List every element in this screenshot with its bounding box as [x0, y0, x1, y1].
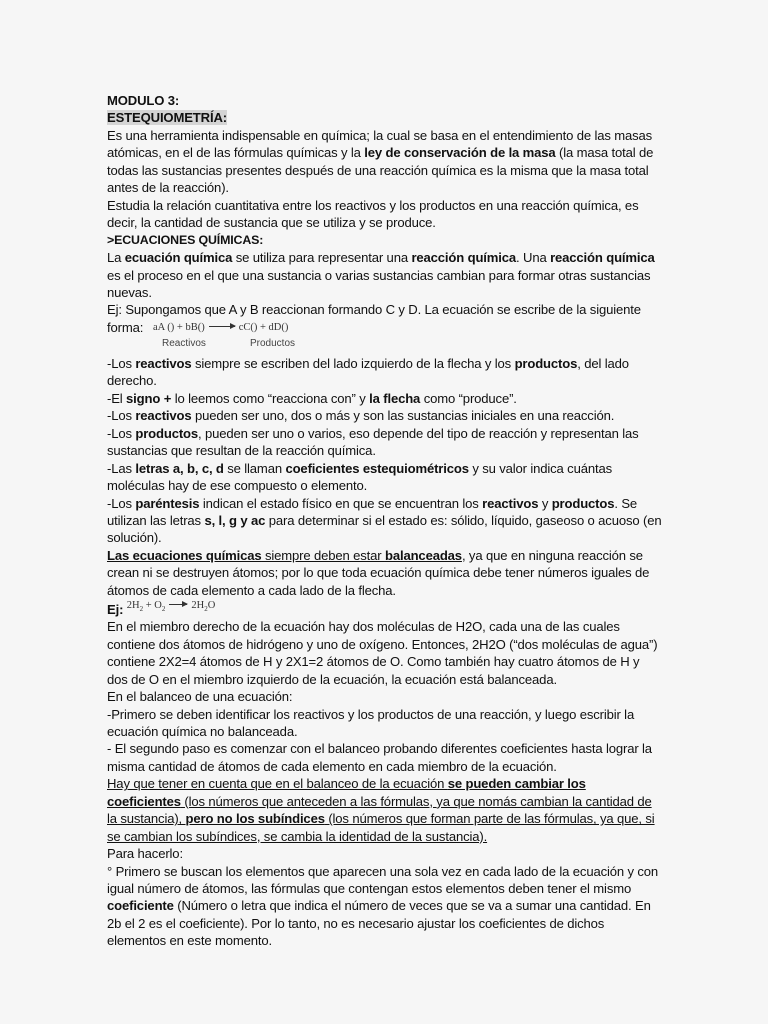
section-title: ESTEQUIOMETRÍA: — [107, 110, 227, 126]
paragraph-letras: -Las letras a, b, c, d se llaman coeficientes estequiométricos y su valor indica cuántas moléculas hay de ese compuesto o elemento. — [107, 460, 612, 494]
arrow-icon — [209, 326, 235, 327]
paragraph-example: Ej: Supongamos que A y B reaccionan formando C y D. La ecuación se escribe de la siguiente — [107, 302, 641, 318]
forma-label: forma: — [107, 319, 144, 335]
paragraph-step-2: - El segundo paso es comenzar con el balanceo probando diferentes coeficientes hasta lograr la misma cantidad de átomos de cada elemento en cada miembro de la ecuación. — [107, 741, 652, 774]
paragraph-relation: Estudia la relación cuantitativa entre los reactivos y los productos en una reacción química, es decir, la cantidad de sustancia que se utiliza y se produce. — [107, 197, 639, 231]
reactivos-label: Reactivos — [162, 337, 206, 349]
water-equation-line — [107, 599, 663, 618]
general-equation: aA () + bB() cC() + dD() — [153, 321, 289, 333]
arrow-icon — [169, 604, 187, 605]
productos-label: Productos — [250, 337, 296, 349]
general-equation-row — [107, 319, 663, 355]
paragraph-parentesis: -Los paréntesis indican el estado físico en que se encuentran los reactivos y productos. Se utilizan las letras s, l, g y ac para determinar si el estado es: sólido, líquido, gaseoso o acuoso (en solución). — [107, 495, 662, 546]
paragraph-productos: -Los productos, pueden ser uno o varios, eso depende del tipo de reacción y representan las sustancias que resultan de la reacción química. — [107, 425, 639, 459]
module-title: MODULO 3: — [107, 93, 180, 108]
paragraph-para-hacerlo: Para hacerlo: — [107, 846, 183, 862]
paragraph-water-explanation: En el miembro derecho de la ecuación hay dos moléculas de H2O, cada una de las cuales contiene dos átomos de hidrógeno y uno de oxígeno. Entonces, 2H2O (“dos moléculas de agua”) contiene 2X2=4 átomos de H y 2X1=2 átomos de O. Como también hay cuatro átomos de H y dos de O en el miembro izquierdo de la ecuación, la ecuación está balanceada. — [107, 619, 658, 687]
paragraph-primero: ° Primero se buscan los elementos que aparecen una sola vez en cada lado de la ecuación y con igual número de átomos, las fórmulas que contengan estos elementos deben tener el mismo coeficiente (Número o letra que indica el número de veces que se va a sumar una cantidad. En 2b el 2 es el coeficiente). Por lo tanto, no es necesario ajustar los coeficientes de dichos elementos en este momento. — [107, 863, 659, 949]
paragraph-balanceadas: Las ecuaciones químicas siempre deben estar balanceadas, ya que en ninguna reacción se crean ni se destruyen átomos; por lo que toda ecuación química debe tener números iguales de átomos de cada elemento a cada lado de la flecha. — [107, 547, 650, 598]
paragraph-reactivos: -Los reactivos pueden ser uno, dos o más y son las sustancias iniciales en una reacción. — [107, 408, 615, 424]
paragraph-coeficientes-note: Hay que tener en cuenta que en el balanceo de la ecuación se pueden cambiar los coeficientes (los números que anteceden a las fórmulas, ya que nomás cambian la cantidad de la sustancia), pero no los subíndices (los números que forman parte de las fórmulas, ya que, si se cambian los subíndices, se cambia la identidad de la sustancia). — [107, 776, 655, 844]
ej-label: Ej: — [107, 601, 124, 617]
subheading-ecuaciones: >ECUACIONES QUÍMICAS: — [107, 232, 264, 247]
paragraph-ecuacion: La ecuación química se utiliza para representar una reacción química. Una reacción química es el proceso en el que una sustancia o varias sustancias cambian para formar otras sustancias nuevas. — [107, 250, 655, 300]
paragraph-definition: Es una herramienta indispensable en química; la cual se basa en el entendimiento de las masas atómicas, en el de las fórmulas químicas y la ley de conservación de la masa (la masa total de todas las sustancias presentes después de una reacción química es la misma que la masa total antes de la reacción). — [107, 127, 654, 196]
paragraph-balanceo-intro: En el balanceo de una ecuación: — [107, 689, 293, 705]
document-body — [107, 92, 663, 950]
section-title-line — [107, 109, 663, 126]
paragraph-signo: -El signo + lo leemos como “reacciona con” y la flecha como “produce”. — [107, 390, 517, 406]
water-equation: $2H_2 + O_2$ $2H_2O$ — [126, 599, 216, 613]
paragraph-step-1: -Primero se deben identificar los reactivos y los productos de una reacción, y luego escribir la ecuación química no balanceada. — [107, 706, 635, 739]
paragraph-reactivos-side: -Los reactivos siempre se escriben del lado izquierdo de la flecha y los productos, del lado derecho. — [107, 355, 629, 389]
